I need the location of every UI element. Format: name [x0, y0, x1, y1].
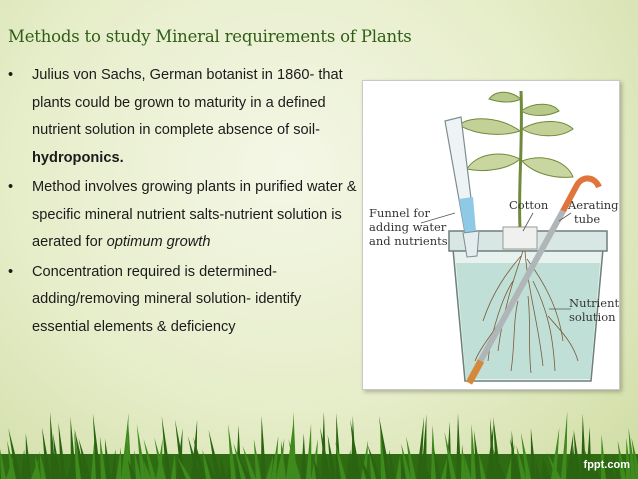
bullet-dot: • — [8, 263, 14, 280]
grass-blade — [456, 413, 461, 479]
bullet-text: Concentration required is determined-adding/removing mineral solution- identify essential elements & deficiency — [32, 263, 302, 335]
label-nutrient-line2: solution — [569, 310, 616, 324]
bullet-item — [8, 259, 360, 342]
label-aerating-line1: Aerating — [568, 198, 619, 212]
cotton-plug — [503, 227, 537, 249]
bullet-item — [8, 174, 360, 257]
bullet-dot: • — [8, 179, 14, 195]
label-funnel-line2: adding water — [369, 220, 447, 234]
bullet-item — [8, 62, 360, 172]
label-funnel-line3: and nutrients — [369, 234, 448, 248]
bullet-list — [8, 62, 360, 343]
hydroponics-figure — [362, 80, 620, 390]
grass-blade — [431, 425, 436, 479]
bullet-text: Julius von Sachs, German botanist in 1860- that plants could be grown to maturity in a defined nutrient solution in complete absence of soil- — [32, 67, 343, 138]
label-cotton: Cotton — [509, 198, 549, 212]
label-aerating-line2: tube — [574, 212, 601, 226]
label-funnel-line1: Funnel for — [369, 206, 431, 220]
fppt-logo: fppt.com — [583, 459, 630, 471]
hydroponics-diagram — [363, 81, 619, 389]
bullet-bold: hydroponics. — [32, 149, 124, 166]
bullet-text: Method involves growing plants in purified water & specific mineral nutrient salts-nutrient solution is aerated for — [32, 179, 357, 250]
grass-border — [0, 384, 638, 479]
label-nutrient-line1: Nutrient — [569, 296, 619, 310]
grass-blade — [306, 423, 311, 479]
bullet-italic: optimum growth — [106, 234, 211, 250]
grass-blade — [531, 428, 536, 479]
grass-blade — [261, 416, 266, 479]
bullet-dot: • — [8, 67, 14, 83]
slide-title: Methods to study Mineral requirements of Plants — [8, 27, 412, 46]
